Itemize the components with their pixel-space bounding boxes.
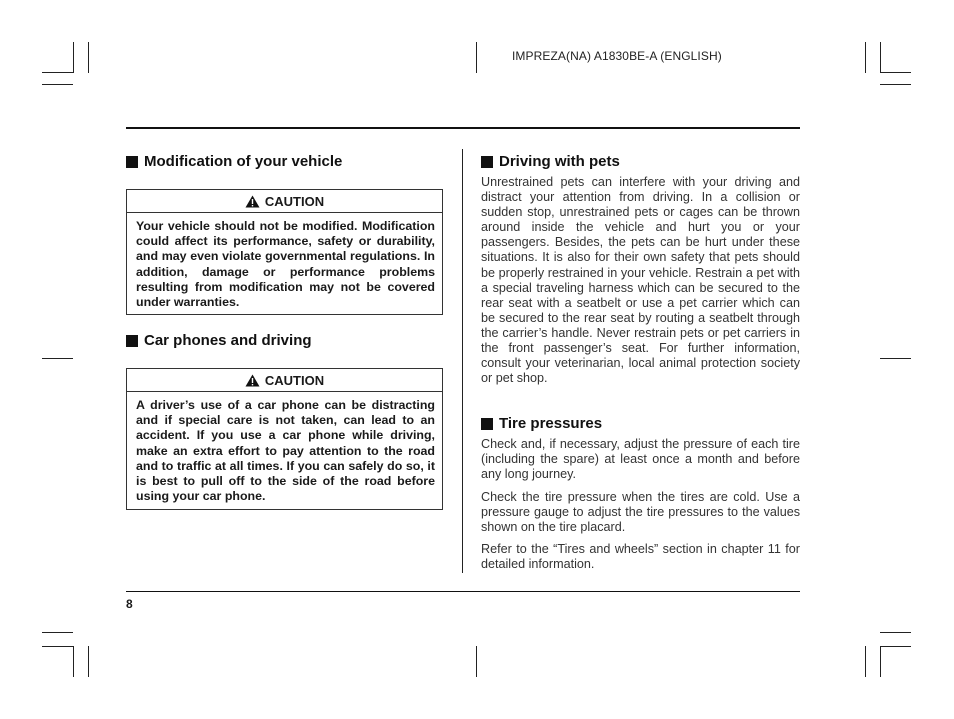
top-rule — [126, 127, 800, 129]
column-divider — [462, 149, 463, 573]
caution-label: CAUTION — [264, 372, 325, 388]
document-code: IMPREZA(NA) A1830BE-A (ENGLISH) — [512, 49, 722, 63]
tire-paragraph-2: Check the tire pressure when the tires are cold. Use a pressure gauge to adjust the tire pressures to the values shown on the tire placard. — [481, 490, 800, 535]
square-bullet-icon — [481, 156, 493, 168]
caution-header — [127, 369, 442, 392]
caution-label: CAUTION — [264, 193, 325, 209]
tire-paragraph-1: Check and, if necessary, adjust the pressure of each tire (including the spare) at least once a month and before any long journey. — [481, 437, 800, 482]
heading-text: Tire pressures — [499, 415, 603, 432]
warning-triangle-icon — [245, 195, 260, 208]
heading-text: Car phones and driving — [144, 332, 312, 349]
square-bullet-icon — [481, 418, 493, 430]
caution-box-modification — [126, 189, 443, 315]
heading-car-phones — [126, 332, 312, 349]
warning-triangle-icon — [245, 374, 260, 387]
heading-driving-with-pets — [481, 153, 620, 170]
heading-tire-pressures — [481, 415, 602, 432]
tire-paragraph-3: Refer to the “Tires and wheels” section in chapter 11 for detailed information. — [481, 542, 800, 572]
page-number: 8 — [126, 597, 133, 611]
caution-text: Your vehicle should not be modified. Modification could affect its performance, safety or durability, and may even violate governmental regulations. In addition, damage or performance problems resulting from modification may not be covered under warranties. — [136, 219, 435, 310]
square-bullet-icon — [126, 335, 138, 347]
bottom-rule — [126, 591, 800, 592]
heading-text: Driving with pets — [499, 153, 620, 170]
caution-box-car-phones — [126, 368, 443, 510]
pets-paragraph: Unrestrained pets can interfere with your driving and distract your attention from driving. In a collision or sudden stop, unrestrained pets or cages can be thrown around inside the vehicle and hurt you or your passengers. Besides, the pets can be hurt under these situations. It is also for their own safety that pets should be properly restrained in your vehicle. Restrain a pet with a special traveling harness which can be secured to the rear seat with a seatbelt or use a pet carrier which can be secured to the rear seat by routing a seatbelt through the carrier’s handle. Never restrain pets or pet carriers in the front passenger’s seat. For further information, consult your veterinarian, local animal protection society or pet shop. — [481, 175, 800, 386]
caution-text: A driver’s use of a car phone can be distracting and if special care is not taken, can lead to an accident. If you use a car phone while driving, make an extra effort to pay attention to the road and to traffic at all times. If you can safely do so, it is best to pull off to the side of the road before using your car phone. — [136, 398, 435, 504]
square-bullet-icon — [126, 156, 138, 168]
heading-modification — [126, 153, 342, 170]
caution-header — [127, 190, 442, 213]
heading-text: Modification of your vehicle — [144, 153, 343, 170]
